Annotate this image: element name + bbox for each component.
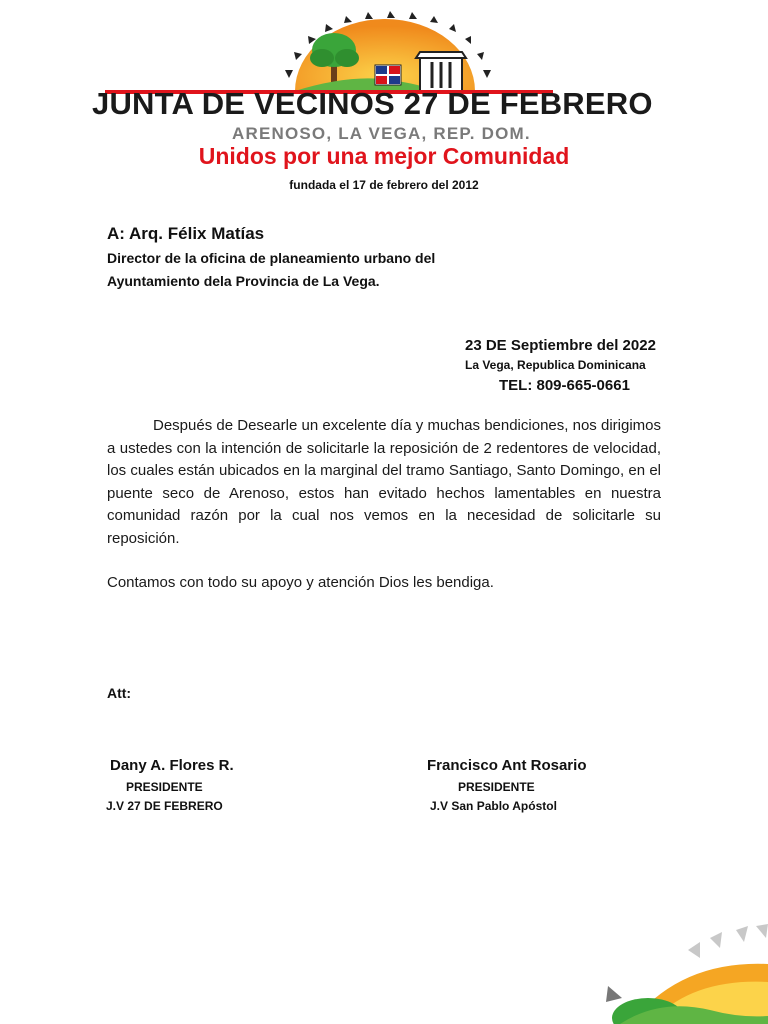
signature-name-2: Francisco Ant Rosario xyxy=(427,757,587,774)
letter-closing: Contamos con todo su apoyo y atención Dios les bendiga. xyxy=(107,574,494,591)
signature-org-1: J.V 27 DE FEBRERO xyxy=(106,799,223,813)
signature-name-1: Dany A. Flores R. xyxy=(110,757,234,774)
signature-role-1: PRESIDENTE xyxy=(126,780,203,794)
recipient-title-line2: Ayuntamiento dela Provincia de La Vega. xyxy=(107,273,380,289)
organization-location: ARENOSO, LA VEGA, REP. DOM. xyxy=(232,124,531,143)
telephone: TEL: 809-665-0661 xyxy=(499,377,630,394)
signature-org-2: J.V San Pablo Apóstol xyxy=(430,799,557,813)
recipient-name: A: Arq. Félix Matías xyxy=(107,224,265,243)
organization-logo xyxy=(90,8,680,143)
slogan: Unidos por una mejor Comunidad xyxy=(198,143,570,169)
letter-place: La Vega, Republica Dominicana xyxy=(465,358,646,372)
letter-date: 23 DE Septiembre del 2022 xyxy=(465,337,656,354)
organization-name: JUNTA DE VECINOS 27 DE FEBRERO xyxy=(92,86,653,121)
att-label: Att: xyxy=(107,685,132,701)
corner-logo-decoration xyxy=(560,920,768,1024)
letter-body: Después de Desearle un excelente día y muchas bendiciones, nos dirigimos a ustedes con la intención de solicitarle la reposición de 2 redentores de velocidad, los cuales están ubicados en la marginal del tramo Santiago, Santo Domingo, en el puente seco de Arenoso, estos han evitado hechos lamentables en nuestra comunidad razón por la cual nos vemos en la necesidad de solicitarle su reposición. xyxy=(107,417,661,547)
signature-role-2: PRESIDENTE xyxy=(458,780,535,794)
founded-date: fundada el 17 de febrero del 2012 xyxy=(289,178,479,192)
recipient-title-line1: Director de la oficina de planeamiento urbano del xyxy=(107,250,436,266)
